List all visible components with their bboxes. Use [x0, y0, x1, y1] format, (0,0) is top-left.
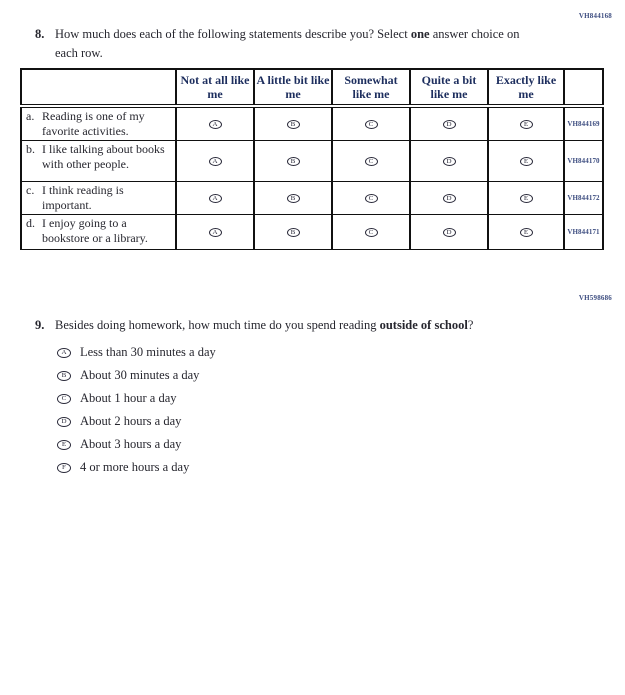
- statement-cell: [21, 141, 176, 182]
- bubble-letter: E: [523, 120, 529, 129]
- bubble-letter: B: [61, 371, 67, 379]
- choice-cell-d: [410, 182, 488, 215]
- question-8-prompt: [55, 25, 540, 63]
- choice-cell-d: [410, 141, 488, 182]
- answer-bubble-e[interactable]: [520, 120, 533, 129]
- col-header-somewhat: Somewhat like me: [332, 69, 410, 106]
- choice-cell-d: [410, 215, 488, 250]
- question-9-accession-code: VH598686: [578, 294, 612, 302]
- bubble-letter: C: [368, 228, 374, 237]
- q8-answer-matrix: [20, 68, 604, 250]
- choice-cell-b: [254, 182, 332, 215]
- answer-bubble-e[interactable]: [520, 157, 533, 166]
- row-accession-code: VH844171: [564, 215, 603, 250]
- answer-bubble-e[interactable]: [520, 194, 533, 203]
- question-8: [35, 25, 545, 63]
- answer-bubble-a[interactable]: [209, 194, 222, 203]
- option-row[interactable]: [57, 341, 216, 364]
- bubble-letter: C: [368, 120, 374, 129]
- choice-cell-c: [332, 106, 410, 141]
- choice-cell-e: [488, 106, 564, 141]
- bubble-letter: C: [61, 394, 67, 402]
- question-8-prompt-start: How much does each of the following statements describe you? Select: [55, 27, 411, 41]
- answer-bubble-d[interactable]: [443, 157, 456, 166]
- bubble-letter: A: [212, 157, 218, 166]
- table-row: [21, 106, 603, 141]
- answer-bubble-c[interactable]: [365, 228, 378, 237]
- bubble-letter: D: [61, 417, 67, 425]
- choice-cell-b: [254, 141, 332, 182]
- choice-cell-a: [176, 106, 254, 141]
- answer-bubble-c[interactable]: [365, 120, 378, 129]
- option-row[interactable]: [57, 433, 216, 456]
- bubble-letter: A: [212, 120, 218, 129]
- table-row: [21, 215, 603, 250]
- question-8-prompt-end: answer choice on each row.: [55, 27, 520, 60]
- choice-cell-a: [176, 182, 254, 215]
- row-label: a.: [26, 109, 35, 123]
- answer-bubble[interactable]: [57, 371, 71, 381]
- row-label: d.: [26, 216, 35, 230]
- statement-header-blank: [21, 69, 176, 106]
- bubble-letter: A: [212, 228, 218, 237]
- answer-bubble[interactable]: [57, 463, 71, 473]
- question-9-number: 9.: [35, 318, 45, 332]
- option-label: About 2 hours a day: [80, 414, 182, 428]
- row-accession-code: VH844169: [564, 106, 603, 141]
- bubble-letter: B: [290, 157, 296, 166]
- choice-cell-b: [254, 106, 332, 141]
- choice-cell-c: [332, 215, 410, 250]
- choice-cell-e: [488, 215, 564, 250]
- option-label: About 1 hour a day: [80, 391, 177, 405]
- col-header-a-little-bit: A little bit like me: [254, 69, 332, 106]
- answer-bubble-c[interactable]: [365, 194, 378, 203]
- question-9-prompt-end: ?: [467, 318, 474, 332]
- row-statement: Reading is one of my favorite activities.: [42, 109, 145, 138]
- answer-bubble-c[interactable]: [365, 157, 378, 166]
- table-row: [21, 141, 603, 182]
- question-9-prompt-bold: outside of school: [379, 318, 468, 332]
- bubble-letter: E: [523, 194, 529, 203]
- choice-cell-c: [332, 141, 410, 182]
- bubble-letter: E: [523, 157, 529, 166]
- choice-cell-a: [176, 141, 254, 182]
- row-statement: I like talking about books with other people.: [42, 142, 165, 171]
- bubble-letter: C: [368, 157, 374, 166]
- bubble-letter: B: [290, 228, 296, 237]
- choice-cell-e: [488, 141, 564, 182]
- row-accession-code: VH844170: [564, 141, 603, 182]
- row-statement: I think reading is important.: [42, 183, 124, 212]
- question-8-number: 8.: [35, 27, 45, 41]
- option-label: Less than 30 minutes a day: [80, 345, 216, 359]
- option-label: 4 or more hours a day: [80, 460, 190, 474]
- option-row[interactable]: [57, 410, 216, 433]
- option-row[interactable]: [57, 456, 216, 479]
- choice-cell-e: [488, 182, 564, 215]
- answer-bubble[interactable]: [57, 394, 71, 404]
- option-label: About 30 minutes a day: [80, 368, 200, 382]
- bubble-letter: B: [290, 194, 296, 203]
- statement-cell: [21, 182, 176, 215]
- question-9-prompt-start: Besides doing homework, how much time do you spend reading: [55, 318, 380, 332]
- col-header-quite-a-bit: Quite a bit like me: [410, 69, 488, 106]
- answer-bubble-a[interactable]: [209, 157, 222, 166]
- answer-bubble-d[interactable]: [443, 194, 456, 203]
- answer-bubble[interactable]: [57, 440, 71, 450]
- question-9: [35, 316, 595, 335]
- option-row[interactable]: [57, 387, 216, 410]
- bubble-letter: A: [212, 194, 218, 203]
- bubble-letter: D: [446, 194, 452, 203]
- answer-bubble-e[interactable]: [520, 228, 533, 237]
- bubble-letter: C: [368, 194, 374, 203]
- answer-bubble-b[interactable]: [287, 157, 300, 166]
- answer-bubble-d[interactable]: [443, 120, 456, 129]
- table-header-row: [21, 69, 603, 106]
- col-header-exactly-like: Exactly like me: [488, 69, 564, 106]
- q9-option-list: [57, 341, 216, 479]
- answer-bubble-a[interactable]: [209, 120, 222, 129]
- question-9-prompt: [55, 316, 473, 335]
- answer-bubble-b[interactable]: [287, 194, 300, 203]
- answer-bubble-a[interactable]: [209, 228, 222, 237]
- statement-cell: [21, 106, 176, 141]
- col-header-not-at-all: Not at all like me: [176, 69, 254, 106]
- answer-bubble-d[interactable]: [443, 228, 456, 237]
- row-accession-code: VH844172: [564, 182, 603, 215]
- bubble-letter: A: [61, 348, 67, 356]
- bubble-letter: D: [446, 157, 452, 166]
- code-header-blank: [564, 69, 603, 106]
- question-8-accession-code: VH844168: [578, 12, 612, 20]
- question-8-prompt-bold: one: [410, 27, 430, 41]
- bubble-letter: F: [62, 463, 66, 471]
- row-label: b.: [26, 142, 35, 156]
- choice-cell-b: [254, 215, 332, 250]
- answer-bubble[interactable]: [57, 348, 71, 358]
- answer-bubble-b[interactable]: [287, 120, 300, 129]
- statement-cell: [21, 215, 176, 250]
- answer-bubble-b[interactable]: [287, 228, 300, 237]
- table-row: [21, 182, 603, 215]
- choice-cell-a: [176, 215, 254, 250]
- bubble-letter: E: [61, 440, 67, 448]
- answer-bubble[interactable]: [57, 417, 71, 427]
- row-label: c.: [26, 183, 35, 197]
- option-label: About 3 hours a day: [80, 437, 182, 451]
- bubble-letter: B: [290, 120, 296, 129]
- choice-cell-d: [410, 106, 488, 141]
- bubble-letter: D: [446, 228, 452, 237]
- row-statement: I enjoy going to a bookstore or a library.: [42, 216, 148, 245]
- bubble-letter: E: [523, 228, 529, 237]
- choice-cell-c: [332, 182, 410, 215]
- option-row[interactable]: [57, 364, 216, 387]
- bubble-letter: D: [446, 120, 452, 129]
